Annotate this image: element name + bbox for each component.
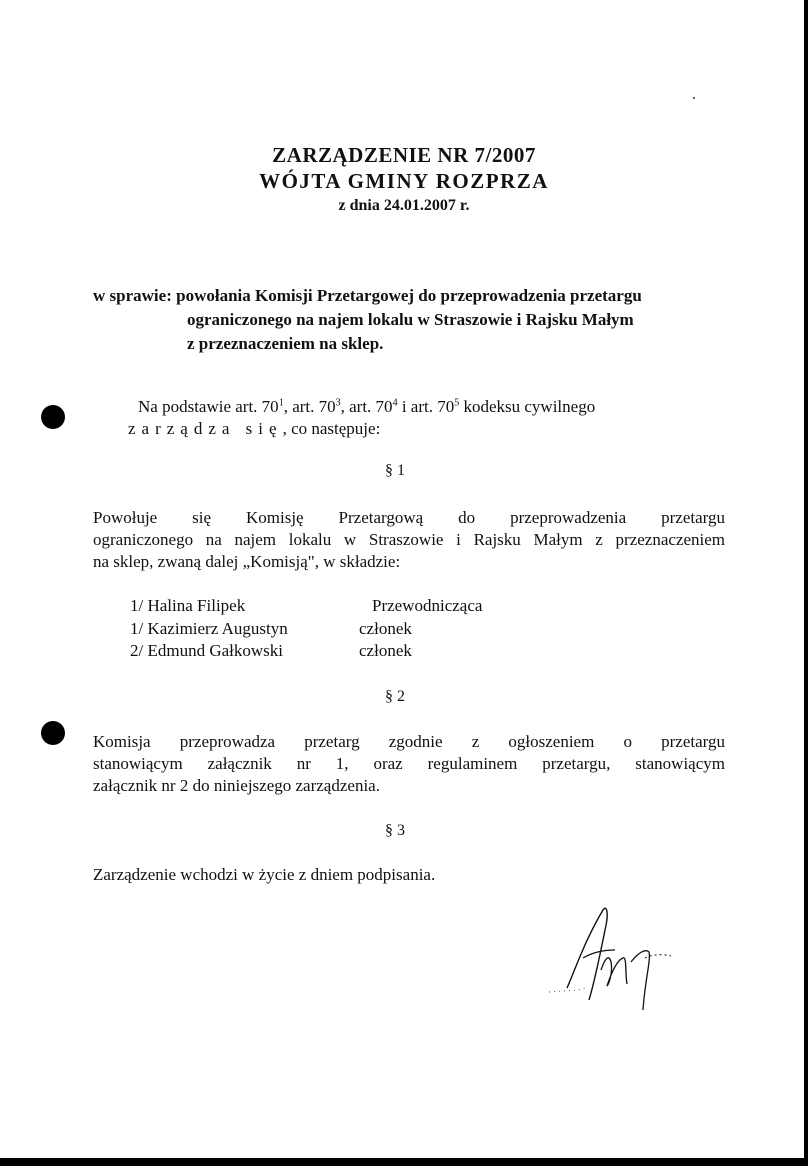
subject-line-1 xyxy=(93,284,642,308)
punch-hole-bottom xyxy=(41,721,65,745)
member-role: Przewodnicząca xyxy=(372,596,483,615)
basis-sup: 5 xyxy=(454,397,460,409)
member-role: członek xyxy=(359,618,412,638)
scan-speck xyxy=(693,97,695,99)
section-2-line: Komisja przeprowadza przetarg zgodnie z ogłoszeniem o przetargu xyxy=(93,732,725,751)
section-1-line: na sklep, zwaną dalej „Komisją", w składzie: xyxy=(93,552,401,571)
section-2-text xyxy=(93,731,725,797)
legal-basis xyxy=(138,396,595,418)
document-title: ZARZĄDZENIE NR 7/2007 xyxy=(272,143,536,167)
punch-hole-top xyxy=(41,405,65,429)
basis-sup: 1 xyxy=(278,397,284,409)
decree-line xyxy=(128,418,380,440)
section-1-line: ograniczonego na najem lokalu w Straszowie i Rajsku Małym z przeznaczeniem xyxy=(93,530,725,549)
basis-text: , art. 70 xyxy=(283,397,336,416)
document-date: z dnia 24.01.2007 r. xyxy=(338,197,470,214)
member-row xyxy=(130,618,530,641)
section-1-heading: § 1 xyxy=(385,462,405,479)
subject-line-3: z przeznaczeniem na sklep. xyxy=(187,334,384,353)
member-role: członek xyxy=(359,641,412,660)
member-row xyxy=(130,640,530,663)
member-row xyxy=(130,595,530,618)
basis-text: kodeksu cywilnego xyxy=(459,397,596,416)
basis-sup: 4 xyxy=(392,397,398,409)
member-name: 2/ Edmund Gałkowski xyxy=(130,641,283,660)
decree-rest: , co następuje: xyxy=(282,419,381,438)
committee-members xyxy=(130,595,530,663)
section-2-line: stanowiącym załącznik nr 1, oraz regulaminem przetargu, stanowiącym xyxy=(93,754,725,773)
section-2-heading: § 2 xyxy=(385,688,405,705)
issuer-title: WÓJTA GMINY ROZPRZA xyxy=(259,169,549,193)
basis-text: Na podstawie art. 70 xyxy=(138,397,279,416)
subject-text-1: powołania Komisji Przetargowej do przeprowadzenia przetargu xyxy=(176,286,642,305)
member-name: 1/ Kazimierz Augustyn xyxy=(130,618,288,638)
member-name: 1/ Halina Filipek xyxy=(130,596,246,615)
handwritten-signature xyxy=(545,900,685,1020)
section-3-heading: § 3 xyxy=(385,822,405,839)
decree-spaced: zarządza się xyxy=(128,419,283,438)
subject-label: w sprawie: xyxy=(93,286,172,305)
section-1-text xyxy=(93,507,725,573)
section-1-line: Powołuje się Komisję Przetargową do przeprowadzenia przetargu xyxy=(93,508,725,527)
subject-line-2: ograniczonego na najem lokalu w Straszowie i Rajsku Małym xyxy=(187,310,634,329)
scan-edge-bottom xyxy=(0,1158,808,1166)
basis-sup: 3 xyxy=(335,397,341,409)
basis-text: i art. 70 xyxy=(397,397,455,416)
section-2-line: załącznik nr 2 do niniejszego zarządzenia. xyxy=(93,776,380,795)
section-3-text: Zarządzenie wchodzi w życie z dniem podpisania. xyxy=(93,865,436,884)
basis-text: , art. 70 xyxy=(340,397,393,416)
